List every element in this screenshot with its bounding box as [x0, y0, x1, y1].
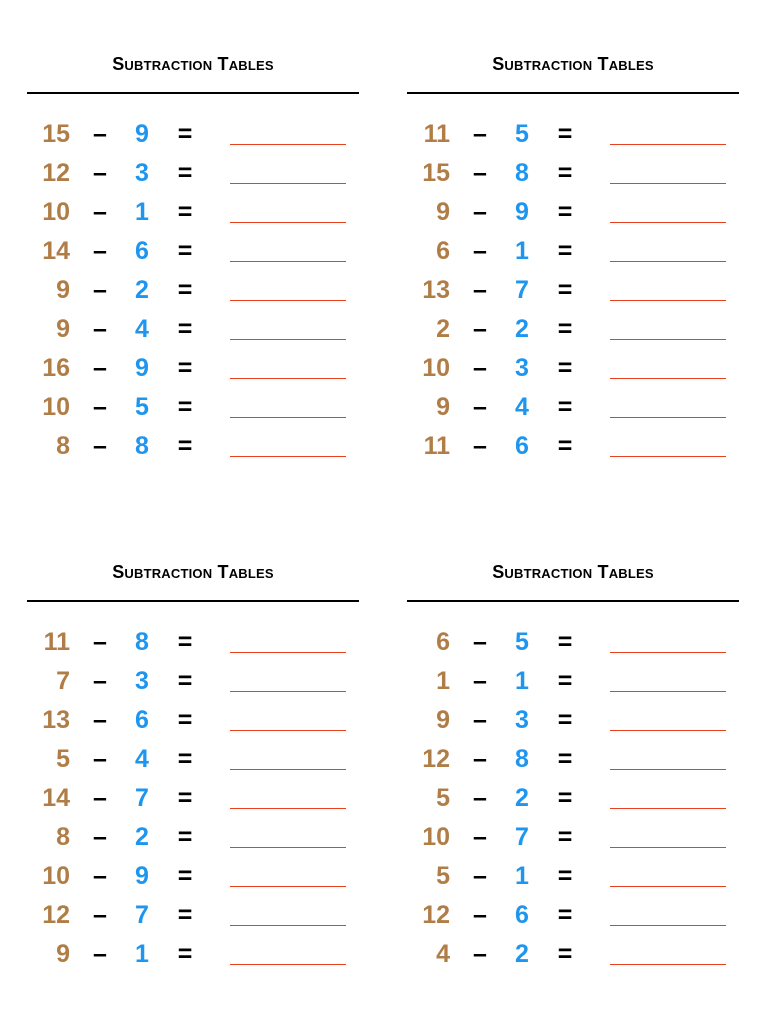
answer-blank[interactable]: [230, 769, 346, 770]
minus-sign: –: [93, 393, 107, 421]
problem-row: [407, 822, 739, 861]
subtrahend: 4: [515, 393, 529, 421]
minus-sign: –: [473, 432, 487, 460]
problem-row: [27, 822, 359, 861]
equals-sign: =: [557, 354, 573, 382]
subtraction-sheet: [407, 562, 739, 968]
equals-sign: =: [177, 823, 193, 851]
title-divider: [407, 92, 739, 94]
subtrahend: 2: [515, 315, 529, 343]
minus-sign: –: [473, 862, 487, 890]
equals-sign: =: [177, 745, 193, 773]
subtrahend: 1: [515, 667, 529, 695]
equals-sign: =: [177, 940, 193, 968]
equals-sign: =: [557, 315, 573, 343]
answer-blank[interactable]: [230, 456, 346, 457]
minus-sign: –: [473, 120, 487, 148]
answer-blank[interactable]: [610, 691, 726, 692]
minuend: 7: [56, 667, 70, 695]
answer-blank[interactable]: [230, 300, 346, 301]
minus-sign: –: [93, 276, 107, 304]
problem-row: [27, 236, 359, 275]
equals-sign: =: [557, 628, 573, 656]
equals-sign: =: [177, 198, 193, 226]
problem-row: [27, 939, 359, 978]
minus-sign: –: [473, 706, 487, 734]
subtrahend: 2: [515, 940, 529, 968]
subtrahend: 4: [135, 315, 149, 343]
minuend: 11: [43, 628, 70, 656]
answer-blank[interactable]: [610, 261, 726, 262]
minuend: 12: [422, 901, 450, 929]
equals-sign: =: [557, 120, 573, 148]
subtrahend: 1: [515, 862, 529, 890]
title-divider: [27, 600, 359, 602]
subtrahend: 6: [135, 706, 149, 734]
equals-sign: =: [557, 393, 573, 421]
equals-sign: =: [557, 706, 573, 734]
minuend: 9: [436, 198, 450, 226]
answer-blank[interactable]: [230, 808, 346, 809]
answer-blank[interactable]: [610, 730, 726, 731]
minuend: 12: [42, 159, 70, 187]
answer-blank[interactable]: [230, 730, 346, 731]
equals-sign: =: [557, 198, 573, 226]
problem-row: [407, 197, 739, 236]
subtrahend: 9: [135, 354, 149, 382]
equals-sign: =: [177, 784, 193, 812]
minuend: 4: [436, 940, 450, 968]
minuend: 14: [42, 237, 70, 265]
minuend: 11: [423, 120, 450, 148]
minuend: 5: [436, 862, 450, 890]
equals-sign: =: [557, 862, 573, 890]
minus-sign: –: [473, 159, 487, 187]
minuend: 12: [422, 745, 450, 773]
minus-sign: –: [93, 628, 107, 656]
answer-blank[interactable]: [230, 964, 346, 965]
minus-sign: –: [473, 784, 487, 812]
problem-row: [27, 158, 359, 197]
problem-row: [27, 666, 359, 705]
answer-blank[interactable]: [610, 886, 726, 887]
answer-blank[interactable]: [610, 808, 726, 809]
problem-row: [27, 431, 359, 470]
equals-sign: =: [177, 315, 193, 343]
minuend: 13: [422, 276, 450, 304]
subtrahend: 3: [135, 159, 149, 187]
minuend: 15: [42, 120, 70, 148]
answer-blank[interactable]: [610, 300, 726, 301]
problem-row: [407, 705, 739, 744]
problem-row: [407, 431, 739, 470]
minus-sign: –: [93, 237, 107, 265]
minus-sign: –: [93, 745, 107, 773]
problem-row: [407, 275, 739, 314]
equals-sign: =: [177, 628, 193, 656]
minuend: 10: [42, 393, 70, 421]
problem-row: [27, 353, 359, 392]
problem-row: [27, 275, 359, 314]
minuend: 2: [436, 315, 450, 343]
equals-sign: =: [177, 706, 193, 734]
minus-sign: –: [473, 354, 487, 382]
answer-blank[interactable]: [610, 964, 726, 965]
equals-sign: =: [177, 354, 193, 382]
answer-blank[interactable]: [610, 378, 726, 379]
subtrahend: 6: [515, 432, 529, 460]
answer-blank[interactable]: [230, 261, 346, 262]
subtrahend: 3: [515, 706, 529, 734]
minus-sign: –: [93, 784, 107, 812]
minuend: 6: [436, 237, 450, 265]
minus-sign: –: [93, 706, 107, 734]
minus-sign: –: [473, 901, 487, 929]
subtrahend: 3: [515, 354, 529, 382]
minuend: 9: [56, 315, 70, 343]
equals-sign: =: [177, 393, 193, 421]
subtrahend: 5: [135, 393, 149, 421]
problem-row: [407, 314, 739, 353]
equals-sign: =: [557, 784, 573, 812]
minuend: 10: [422, 823, 450, 851]
answer-blank[interactable]: [610, 144, 726, 145]
answer-blank[interactable]: [230, 183, 346, 184]
problem-row: [27, 627, 359, 666]
equals-sign: =: [557, 940, 573, 968]
minus-sign: –: [473, 940, 487, 968]
minus-sign: –: [473, 198, 487, 226]
problem-row: [407, 861, 739, 900]
subtrahend: 6: [515, 901, 529, 929]
answer-blank[interactable]: [230, 847, 346, 848]
answer-blank[interactable]: [230, 925, 346, 926]
subtrahend: 9: [135, 120, 149, 148]
subtrahend: 8: [515, 745, 529, 773]
subtrahend: 6: [135, 237, 149, 265]
minuend: 5: [56, 745, 70, 773]
equals-sign: =: [177, 432, 193, 460]
minuend: 16: [42, 354, 70, 382]
answer-blank[interactable]: [610, 847, 726, 848]
title-divider: [27, 92, 359, 94]
minus-sign: –: [93, 823, 107, 851]
minus-sign: –: [473, 667, 487, 695]
answer-blank[interactable]: [610, 339, 726, 340]
minus-sign: –: [93, 432, 107, 460]
subtrahend: 1: [515, 237, 529, 265]
equals-sign: =: [177, 901, 193, 929]
minus-sign: –: [93, 159, 107, 187]
subtrahend: 1: [135, 198, 149, 226]
answer-blank[interactable]: [610, 769, 726, 770]
subtrahend: 1: [135, 940, 149, 968]
answer-blank[interactable]: [610, 925, 726, 926]
minus-sign: –: [93, 667, 107, 695]
problem-row: [27, 119, 359, 158]
problem-row: [27, 197, 359, 236]
subtrahend: 4: [135, 745, 149, 773]
minuend: 8: [56, 432, 70, 460]
problem-row: [27, 705, 359, 744]
minus-sign: –: [473, 393, 487, 421]
minus-sign: –: [473, 823, 487, 851]
equals-sign: =: [557, 276, 573, 304]
equals-sign: =: [177, 276, 193, 304]
answer-blank[interactable]: [610, 652, 726, 653]
answer-blank[interactable]: [230, 378, 346, 379]
answer-blank[interactable]: [610, 183, 726, 184]
minuend: 1: [436, 667, 450, 695]
minuend: 8: [56, 823, 70, 851]
minus-sign: –: [473, 276, 487, 304]
sheet-title: Subtraction Tables: [112, 54, 274, 74]
equals-sign: =: [557, 667, 573, 695]
answer-blank[interactable]: [610, 417, 726, 418]
minuend: 9: [436, 706, 450, 734]
subtrahend: 2: [135, 276, 149, 304]
subtrahend: 8: [515, 159, 529, 187]
sheet-title: Subtraction Tables: [492, 54, 654, 74]
minuend: 5: [436, 784, 450, 812]
problem-row: [407, 158, 739, 197]
minuend: 13: [42, 706, 70, 734]
minuend: 9: [56, 940, 70, 968]
minuend: 15: [422, 159, 450, 187]
minus-sign: –: [93, 940, 107, 968]
problem-row: [27, 861, 359, 900]
minuend: 9: [56, 276, 70, 304]
sheet-title: Subtraction Tables: [492, 562, 654, 582]
minus-sign: –: [473, 745, 487, 773]
answer-blank[interactable]: [610, 222, 726, 223]
equals-sign: =: [557, 745, 573, 773]
equals-sign: =: [177, 159, 193, 187]
subtraction-sheet: [407, 54, 739, 460]
answer-blank[interactable]: [230, 886, 346, 887]
subtrahend: 7: [515, 823, 529, 851]
minuend: 10: [42, 862, 70, 890]
problem-row: [407, 119, 739, 158]
equals-sign: =: [177, 237, 193, 265]
equals-sign: =: [557, 901, 573, 929]
subtrahend: 5: [515, 628, 529, 656]
minus-sign: –: [93, 354, 107, 382]
problem-row: [27, 392, 359, 431]
subtraction-sheet: [27, 54, 359, 460]
subtrahend: 9: [135, 862, 149, 890]
answer-blank[interactable]: [230, 417, 346, 418]
problem-row: [27, 744, 359, 783]
answer-blank[interactable]: [230, 222, 346, 223]
problem-row: [27, 314, 359, 353]
problem-row: [407, 900, 739, 939]
problem-row: [407, 353, 739, 392]
equals-sign: =: [557, 159, 573, 187]
answer-blank[interactable]: [230, 144, 346, 145]
minuend: 12: [42, 901, 70, 929]
minus-sign: –: [473, 628, 487, 656]
subtrahend: 5: [515, 120, 529, 148]
problem-row: [407, 666, 739, 705]
problem-row: [407, 783, 739, 822]
problem-row: [27, 900, 359, 939]
subtrahend: 7: [135, 901, 149, 929]
minus-sign: –: [93, 901, 107, 929]
title-divider: [407, 600, 739, 602]
subtrahend: 9: [515, 198, 529, 226]
equals-sign: =: [557, 432, 573, 460]
minuend: 10: [422, 354, 450, 382]
minus-sign: –: [473, 237, 487, 265]
answer-blank[interactable]: [610, 456, 726, 457]
answer-blank[interactable]: [230, 652, 346, 653]
minuend: 14: [42, 784, 70, 812]
subtrahend: 7: [135, 784, 149, 812]
problem-row: [407, 236, 739, 275]
subtrahend: 8: [135, 628, 149, 656]
equals-sign: =: [177, 862, 193, 890]
equals-sign: =: [557, 237, 573, 265]
minus-sign: –: [93, 315, 107, 343]
sheet-title: Subtraction Tables: [112, 562, 274, 582]
subtrahend: 2: [515, 784, 529, 812]
subtrahend: 7: [515, 276, 529, 304]
answer-blank[interactable]: [230, 339, 346, 340]
problem-row: [407, 627, 739, 666]
subtrahend: 2: [135, 823, 149, 851]
minuend: 9: [436, 393, 450, 421]
minus-sign: –: [93, 198, 107, 226]
problem-row: [407, 744, 739, 783]
minus-sign: –: [473, 315, 487, 343]
problem-row: [407, 392, 739, 431]
subtraction-sheet: [27, 562, 359, 968]
minus-sign: –: [93, 862, 107, 890]
equals-sign: =: [177, 120, 193, 148]
equals-sign: =: [177, 667, 193, 695]
subtrahend: 3: [135, 667, 149, 695]
minus-sign: –: [93, 120, 107, 148]
problem-row: [407, 939, 739, 978]
minuend: 11: [423, 432, 450, 460]
subtrahend: 8: [135, 432, 149, 460]
answer-blank[interactable]: [230, 691, 346, 692]
problem-row: [27, 783, 359, 822]
equals-sign: =: [557, 823, 573, 851]
minuend: 10: [42, 198, 70, 226]
minuend: 6: [436, 628, 450, 656]
